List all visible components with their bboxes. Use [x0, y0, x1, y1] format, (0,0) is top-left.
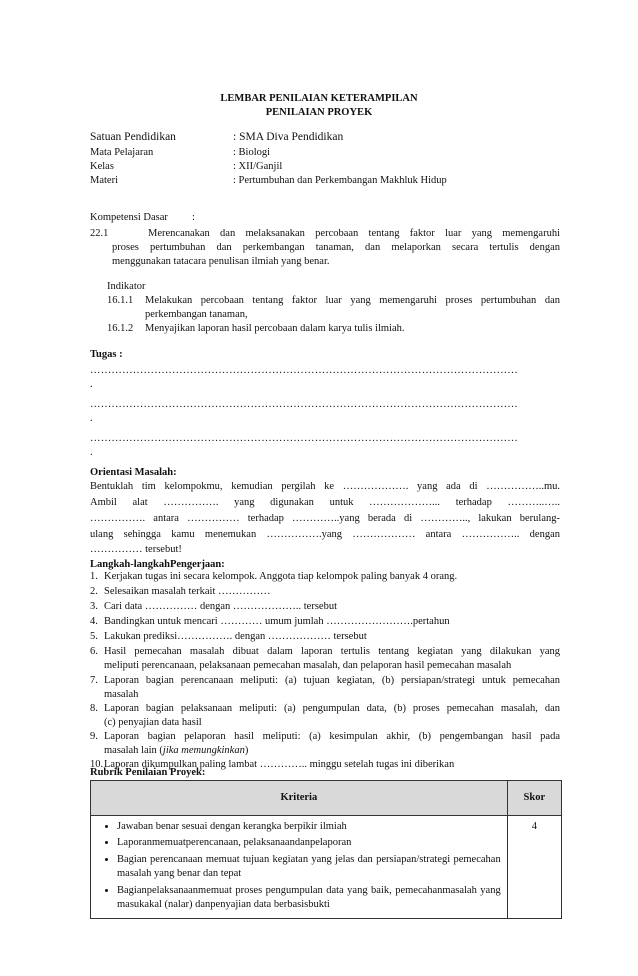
- orientasi-line-3: ……………. antara …………… terhadap …………..yang berada di ………….., lakukan berulang-: [90, 513, 560, 524]
- orientasi-line-1: Bentuklah tim kelompokmu, kemudian pergilah ke ………………. yang ada di ……………..mu.: [90, 481, 560, 492]
- page-subtitle: PENILAIAN PROYEK: [265, 107, 373, 118]
- langkah-num-7: 7.: [90, 675, 98, 686]
- langkah-text-1: Kerjakan tugas ini secara kelompok. Anggota tiap kelompok paling banyak 4 orang.: [104, 571, 458, 582]
- info-label-satuan: Satuan Pendidikan: [90, 131, 176, 143]
- langkah-text-10: Laporan dikumpulkan paling lambat ………….. minggu setelah tugas ini diberikan: [104, 759, 455, 770]
- indikator-text-1-cont: perkembangan tanaman,: [145, 309, 248, 320]
- orientasi-last-line: …………… tersebut!: [90, 544, 182, 555]
- langkah-num-6: 6.: [90, 646, 98, 657]
- tugas-label: Tugas :: [90, 349, 123, 360]
- orientasi-line-2: Ambil alat ……………. yang digunakan untuk ………………... terhadap ………..…..: [90, 497, 560, 508]
- rubric-score-cell: 4: [507, 816, 561, 919]
- langkah-text-4: Bandingkan untuk mencari ………… umum jumlah …………………….pertahun: [104, 616, 450, 627]
- tugas-dot-line-1: …………………………………………………………………………………………………………: [90, 365, 518, 376]
- langkah-num-10: 10.: [90, 759, 104, 770]
- langkah-text-6-cont: meliputi perencanaan, pelaksanaan pemecahan masalah, dan pelaporan hasil pemecahan masalah: [104, 660, 512, 671]
- page-title: LEMBAR PENILAIAN KETERAMPILAN: [220, 93, 418, 104]
- rubrik-heading: Rubrik Penilaian Proyek:: [90, 767, 206, 778]
- list-item: • Bagianpelaksanaanmemuat proses pengumpulan data yang baik, pemecahanmasalah yang masukakal (nalar) danpenyajian data berbasisbukti: [117, 884, 501, 913]
- rubric-header-skor: Skor: [507, 781, 561, 816]
- kd-text-line-3: menggunakan tatacara penulisan ilmiah yang benar.: [112, 256, 330, 267]
- langkah-text-3: Cari data …………… dengan ……………….. tersebut: [104, 601, 337, 612]
- rubric-header-kriteria: Kriteria: [91, 781, 508, 816]
- langkah-text-8: Laporan bagian pelaksanaan meliputi: (a) pengumpulan data, (b) proses pemecahan masalah, dan: [104, 703, 560, 714]
- info-value-satuan: : SMA Diva Pendidikan: [233, 131, 344, 143]
- langkah-text-7: Laporan bagian perencanaan meliputi: (a) tujuan kegiatan, (b) persiapan/strategi untuk pemecahan: [104, 675, 560, 686]
- kd-number: 22.1: [90, 228, 109, 239]
- indikator-label: Indikator: [107, 281, 146, 292]
- orientasi-heading: Orientasi Masalah:: [90, 467, 177, 478]
- langkah-text-9-cont: masalah lain (jika memungkinkan): [104, 745, 249, 756]
- tugas-dot-tail-3: .: [90, 447, 93, 458]
- indikator-number-2: 16.1.2: [107, 323, 134, 334]
- info-label-mapel: Mata Pelajaran: [90, 147, 154, 158]
- rubric-table: [90, 780, 562, 919]
- info-value-materi: : Pertumbuhan dan Perkembangan Makhluk Hidup: [233, 175, 447, 186]
- langkah-text-7-cont: masalah: [104, 689, 139, 700]
- langkah-num-5: 5.: [90, 631, 98, 642]
- langkah-text-5: Lakukan prediksi……………. dengan ……………… tersebut: [104, 631, 367, 642]
- langkah-num-4: 4.: [90, 616, 98, 627]
- indikator-number-1: 16.1.1: [107, 295, 134, 306]
- indikator-text-2: Menyajikan laporan hasil percobaan dalam karya tulis ilmiah.: [145, 323, 405, 334]
- tugas-dot-tail-1: .: [90, 379, 93, 390]
- table-row: [91, 816, 562, 919]
- list-item: • Laporanmemuatperencanaan, pelaksanaandanpelaporan: [117, 836, 501, 850]
- list-item: • Bagian perencanaan memuat tujuan kegiatan yang jelas dan persiapan/strategi pemecahan masalah yang benar dan tepat: [117, 853, 501, 882]
- kd-text-line-2: proses pertumbuhan dan perkembangan tanaman, dan melaporkan secara tertulis dengan: [112, 242, 560, 253]
- rubric-criteria-list: [97, 820, 501, 912]
- langkah-text-8-cont: (c) penyajian data hasil: [104, 717, 202, 728]
- langkah-heading: Langkah-langkahPengerjaan:: [90, 559, 225, 570]
- langkah-num-2: 2.: [90, 586, 98, 597]
- orientasi-line-4: ulang sehingga kamu menemukan …………….yang ……………… antara …………….. dengan: [90, 529, 560, 540]
- langkah-text-6: Hasil pemecahan masalah dibuat dalam laporan tertulis tentang kegiatan yang dilakukan yang: [104, 646, 560, 657]
- langkah-text-2: Selesaikan masalah terkait ……………: [104, 586, 271, 597]
- info-value-kelas: : XII/Ganjil: [233, 161, 283, 172]
- langkah-num-9: 9.: [90, 731, 98, 742]
- kd-text-line-1: Merencanakan dan melaksanakan percobaan tentang faktor luar yang memengaruhi: [148, 228, 560, 239]
- rubric-header-row: [91, 781, 562, 816]
- info-label-kelas: Kelas: [90, 161, 114, 172]
- rubric-criteria-cell: [91, 816, 508, 919]
- info-label-materi: Materi: [90, 175, 118, 186]
- langkah-num-1: 1.: [90, 571, 98, 582]
- kd-colon: :: [192, 212, 195, 223]
- langkah-text-9: Laporan bagian pelaporan hasil meliputi: (a) kesimpulan akhir, (b) pengembangan hasil pada: [104, 731, 560, 742]
- tugas-dot-line-2: …………………………………………………………………………………………………………: [90, 399, 518, 410]
- langkah-num-3: 3.: [90, 601, 98, 612]
- kd-label: Kompetensi Dasar: [90, 212, 168, 223]
- tugas-dot-line-3: …………………………………………………………………………………………………………: [90, 433, 518, 444]
- info-value-mapel: : Biologi: [233, 147, 271, 158]
- list-item: • Jawaban benar sesuai dengan kerangka berpikir ilmiah: [117, 820, 501, 834]
- indikator-text-1: Melakukan percobaan tentang faktor luar yang memengaruhi proses pertumbuhan dan: [145, 295, 560, 306]
- langkah-num-8: 8.: [90, 703, 98, 714]
- tugas-dot-tail-2: .: [90, 413, 93, 424]
